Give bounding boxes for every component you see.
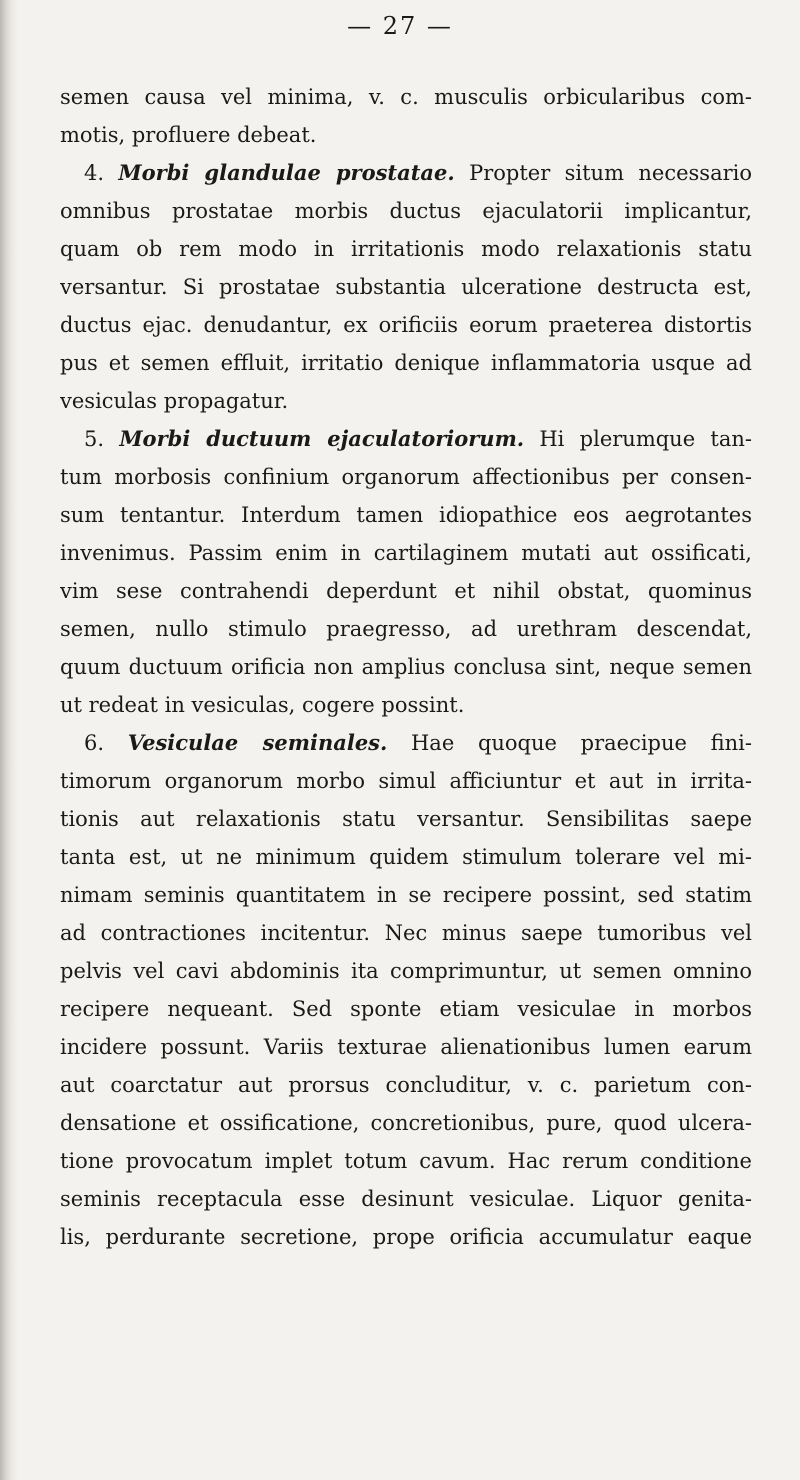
line-text: pus et semen effluit, irritatio denique inflammatoria usque ad [60,351,752,375]
text-line [60,382,752,420]
text-line [60,268,752,306]
line-text: quum ductuum orificia non amplius conclusa sint, neque semen [60,655,752,679]
text-line [60,496,752,534]
text-line [60,952,752,990]
line-text: motis, profluere debeat. [60,123,317,147]
text-line [60,78,752,116]
line-text: recipere nequeant. Sed sponte etiam vesiculae in morbos [60,997,752,1021]
section-number: 6. [84,731,105,755]
line-text: ad contractiones incitentur. Nec minus saepe tumoribus vel [60,921,752,945]
line-text: nimam seminis quantitatem in se recipere possint, sed statim [60,883,752,907]
section-title: Morbi glandulae prostatae. [118,160,455,185]
line-text: Hae quoque praecipue fini- [387,731,752,755]
text-line [60,610,752,648]
line-text: omnibus prostatae morbis ductus ejaculatorii implicantur, [60,199,752,223]
line-text: tanta est, ut ne minimum quidem stimulum tolerare vel mi- [60,845,752,869]
line-text: ut redeat in vesiculas, cogere possint. [60,693,465,717]
section-heading-line [84,420,752,458]
line-text: sum tentantur. Interdum tamen idiopathice eos aegrotantes [60,503,752,527]
line-text: vesiculas propagatur. [60,389,289,413]
section-title: Morbi ductuum ejaculatoriorum. [119,426,525,451]
line-text: tum morbosis confinium organorum affectionibus per consen- [60,465,752,489]
section-heading-line [84,154,752,192]
text-line [60,1066,752,1104]
line-text: densatione et ossificatione, concretionibus, pure, quod ulcera- [60,1111,752,1135]
text-line [60,572,752,610]
line-text: invenimus. Passim enim in cartilaginem mutati aut ossificati, [60,541,752,565]
line-text: lis, perdurante secretione, prope orificia accumulatur eaque [60,1225,752,1249]
text-line [60,1180,752,1218]
text-line [60,344,752,382]
text-line [60,1218,752,1256]
section-number: 4. [84,161,105,185]
section-heading-line [84,724,752,762]
text-line [60,458,752,496]
line-text: timorum organorum morbo simul afficiuntur et aut in irrita- [60,769,752,793]
text-line [60,686,752,724]
page-binding-shadow [0,0,18,1480]
line-text: semen causa vel minima, v. c. musculis orbicularibus com- [60,85,752,109]
text-line [60,990,752,1028]
text-line [60,914,752,952]
line-text: incidere possunt. Variis texturae alienationibus lumen earum [60,1035,752,1059]
text-line [60,1104,752,1142]
section-number: 5. [84,427,105,451]
page-number: — 27 — [347,12,453,40]
line-text: tione provocatum implet totum cavum. Hac rerum conditione [60,1149,752,1173]
text-line [60,534,752,572]
line-text: vim sese contrahendi deperdunt et nihil obstat, quominus [60,579,752,603]
text-line [60,306,752,344]
text-line [60,1028,752,1066]
line-text: versantur. Si prostatae substantia ulceratione destructa est, [60,275,752,299]
section-title: Vesiculae seminales. [127,730,388,755]
text-line [60,648,752,686]
text-line [60,192,752,230]
text-line [60,116,752,154]
line-text: tionis aut relaxationis statu versantur. Sensibilitas saepe [60,807,752,831]
line-text: pelvis vel cavi abdominis ita comprimuntur, ut semen omnino [60,959,752,983]
line-text: Propter situm necessario [454,161,752,185]
text-line [60,1142,752,1180]
text-line [60,230,752,268]
line-text: Hi plerumque tan- [524,427,752,451]
text-line [60,838,752,876]
line-text: semen, nullo stimulo praegresso, ad urethram descendat, [60,617,752,641]
text-line [60,762,752,800]
line-text: aut coarctatur aut prorsus concluditur, v. c. parietum con- [60,1073,752,1097]
text-line [60,800,752,838]
line-text: quam ob rem modo in irritationis modo relaxationis statu [60,237,752,261]
line-text: seminis receptacula esse desinunt vesiculae. Liquor genita- [60,1187,752,1211]
text-line [60,876,752,914]
line-text: ductus ejac. denudantur, ex orificiis eorum praeterea distortis [60,313,752,337]
